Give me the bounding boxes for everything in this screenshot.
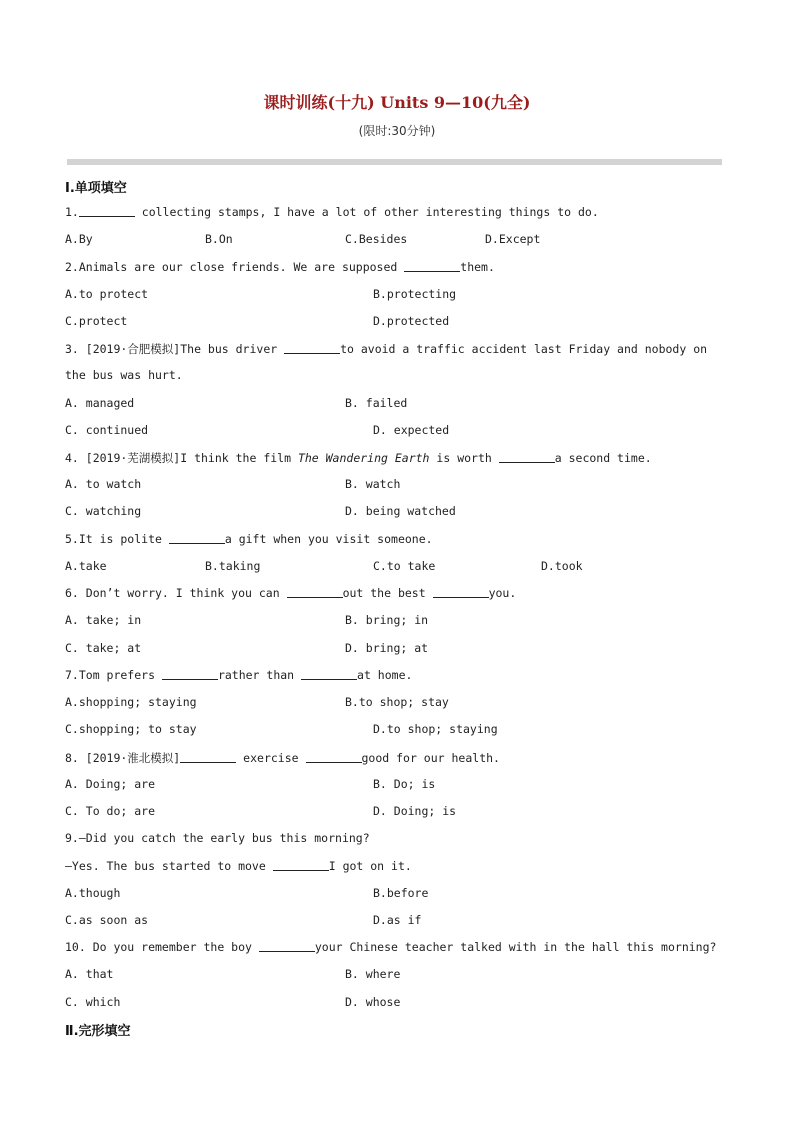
option: C.shopping; to stay [65,722,197,736]
option: B.On [205,232,233,246]
option: B. where [345,967,401,981]
option: C.as soon as [65,913,149,927]
answer-blank [259,940,315,952]
question-text: them. [460,260,495,274]
question-9-reply [65,859,412,873]
question-10 [65,940,716,954]
option: D. whose [345,995,401,1009]
option: A. Doing; are [65,777,156,791]
option: C.protect [65,314,128,328]
question-3 [65,341,707,357]
question-4 [65,450,652,466]
answer-blank [79,205,135,217]
answer-blank [306,751,362,763]
question-text: a gift when you visit someone. [224,532,433,546]
question-text: your Chinese teacher talked with in the hall this morning? [314,940,717,954]
option: B. Do; is [373,777,436,791]
answer-blank [162,668,218,680]
question-3-continued: the bus was hurt. [65,368,183,382]
question-text: 5.It is polite [65,532,169,546]
question-text: 1. [65,205,79,219]
question-text: 3. [2019·合肥模拟]The bus driver [65,342,285,356]
question-text: a second time. [554,451,652,465]
answer-blank [433,586,489,598]
option: C. watching [65,504,142,518]
option: A.though [65,886,121,900]
answer-blank [301,668,357,680]
answer-blank [287,586,343,598]
question-5 [65,532,433,546]
question-text: out the best [342,586,433,600]
answer-blank [404,260,460,272]
option: C. which [65,995,121,1009]
option: C. continued [65,423,149,437]
option: C.to take [373,559,436,573]
question-text: 4. [2019·芜湖模拟]I think the film [65,451,298,465]
question-text: exercise [236,751,306,765]
option: A.shopping; staying [65,695,197,709]
question-text: I got on it. [328,859,412,873]
page-title: 课时训练(十九) Units 9—10(九全) [263,93,531,112]
question-text: collecting stamps, I have a lot of other interesting things to do. [134,205,599,219]
option: D. being watched [345,504,456,518]
option: D.Except [485,232,541,246]
answer-blank [169,532,225,544]
option: A.take [65,559,107,573]
option: D. expected [373,423,450,437]
question-text: 8. [2019·淮北模拟] [65,751,181,765]
option: A. to watch [65,477,142,491]
answer-blank [273,859,329,871]
option: D. bring; at [345,641,429,655]
question-9: 9.—Did you catch the early bus this morning? [65,831,370,845]
option: A. managed [65,396,135,410]
option: B.protecting [373,287,457,301]
film-title: The Wandering Earth [297,451,430,465]
question-text: —Yes. The bus started to move [65,859,273,873]
question-text: 2.Animals are our close friends. We are supposed [65,260,405,274]
question-text: you. [488,586,517,600]
answer-blank [499,451,555,463]
option: C. To do; are [65,804,156,818]
option: A. take; in [65,613,142,627]
question-text: 10. Do you remember the boy [65,940,259,954]
option: B.before [373,886,429,900]
question-1 [65,205,599,219]
option: C.Besides [345,232,408,246]
time-limit: (限时:30分钟) [358,124,436,138]
option: B.to shop; stay [345,695,449,709]
question-text: 6. Don’t worry. I think you can [65,586,287,600]
option: B. watch [345,477,401,491]
question-text: is worth [429,451,499,465]
question-text: 7.Tom prefers [65,668,162,682]
header-divider [67,159,722,165]
answer-blank [180,751,236,763]
option: D.took [541,559,583,573]
answer-blank [284,342,340,354]
option: B. bring; in [345,613,429,627]
option: B. failed [345,396,408,410]
question-text: at home. [357,668,413,682]
question-text: rather than [217,668,302,682]
option: D.as if [373,913,422,927]
option: A. that [65,967,114,981]
section-heading-single-choice: Ⅰ.单项填空 [65,181,127,196]
option: C. take; at [65,641,142,655]
option: D.protected [373,314,450,328]
option: D. Doing; is [373,804,457,818]
option: A.By [65,232,93,246]
question-8 [65,750,500,766]
option: D.to shop; staying [373,722,498,736]
option: B.taking [205,559,261,573]
question-6 [65,586,516,600]
question-text: to avoid a traffic accident last Friday and nobody on [340,342,708,356]
question-text: good for our health. [361,751,500,765]
question-2 [65,260,495,274]
section-heading-cloze: Ⅱ.完形填空 [65,1024,131,1039]
option: A.to protect [65,287,149,301]
question-7 [65,668,412,682]
